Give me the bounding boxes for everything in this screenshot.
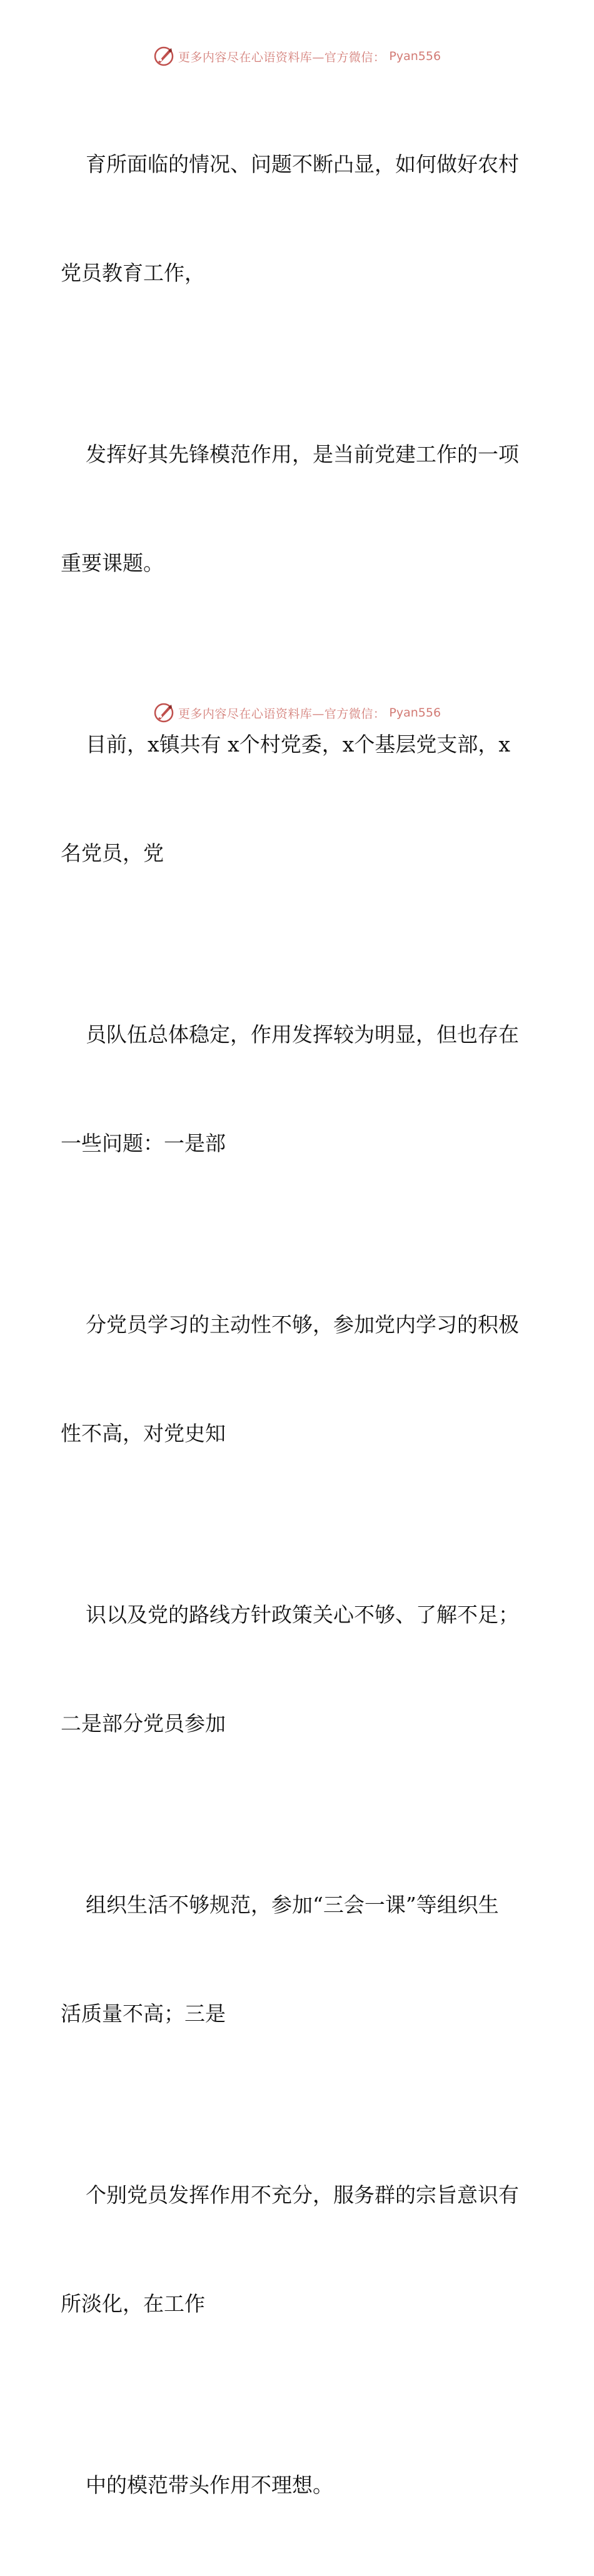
paragraph <box>61 74 536 364</box>
paragraph-line: 个别党员发挥作用不充分，服务群的宗旨意识有 <box>86 2183 519 2207</box>
paragraph-line: 二是部分党员参加 <box>61 1711 226 1736</box>
paragraph-line: 党员教育工作， <box>61 261 205 285</box>
paragraph-line: 员队伍总体稳定，作用发挥较为明显，但也存在 <box>86 1022 519 1047</box>
paragraph <box>61 1814 536 2105</box>
quill-pen-logo-icon <box>153 46 174 67</box>
document-body <box>61 74 536 2576</box>
paragraph-line: 性不高，对党史知 <box>61 1421 226 1446</box>
footer-watermark <box>0 702 594 724</box>
paragraph-line: 中的模范带头作用不理想。 <box>86 2473 333 2497</box>
paragraph-line: 发挥好其先锋模范作用，是当前党建工作的一项 <box>86 442 519 466</box>
watermark-wechat-id: Pyan556 <box>389 49 441 63</box>
paragraph-line: 分党员学习的主动性不够，参加党内学习的积极 <box>86 1312 519 1337</box>
paragraph <box>61 944 536 1234</box>
paragraph-line: 目前，x镇共有 x个村党委，x个基层党支部，x <box>86 732 510 757</box>
paragraph-line: 重要课题。 <box>61 551 164 575</box>
paragraph-line: 一些问题：一是部 <box>61 1131 226 1155</box>
paragraph-line: 组织生活不够规范，参加“三会一课”等组织生 <box>86 1893 499 1917</box>
paragraph <box>61 364 536 654</box>
paragraph <box>61 2105 536 2395</box>
paragraph <box>61 2395 536 2576</box>
paragraph <box>61 654 536 944</box>
paragraph-line: 育所面临的情况、问题不断凸显，如何做好农村 <box>86 152 519 176</box>
paragraph <box>61 1234 536 1524</box>
watermark-text: 更多内容尽在心语资料库—官方微信： <box>178 707 386 721</box>
paragraph-line: 识以及党的路线方针政策关心不够、了解不足； <box>86 1602 519 1627</box>
paragraph <box>61 1524 536 1814</box>
paragraph-line: 名党员，党 <box>61 841 164 865</box>
watermark-wechat-id: Pyan556 <box>389 706 441 720</box>
header-watermark <box>0 45 594 68</box>
paragraph-line: 所淡化，在工作 <box>61 2292 205 2316</box>
watermark-text: 更多内容尽在心语资料库—官方微信： <box>178 50 386 64</box>
paragraph-line: 活质量不高；三是 <box>61 2001 226 2026</box>
quill-pen-logo-icon <box>153 702 174 723</box>
